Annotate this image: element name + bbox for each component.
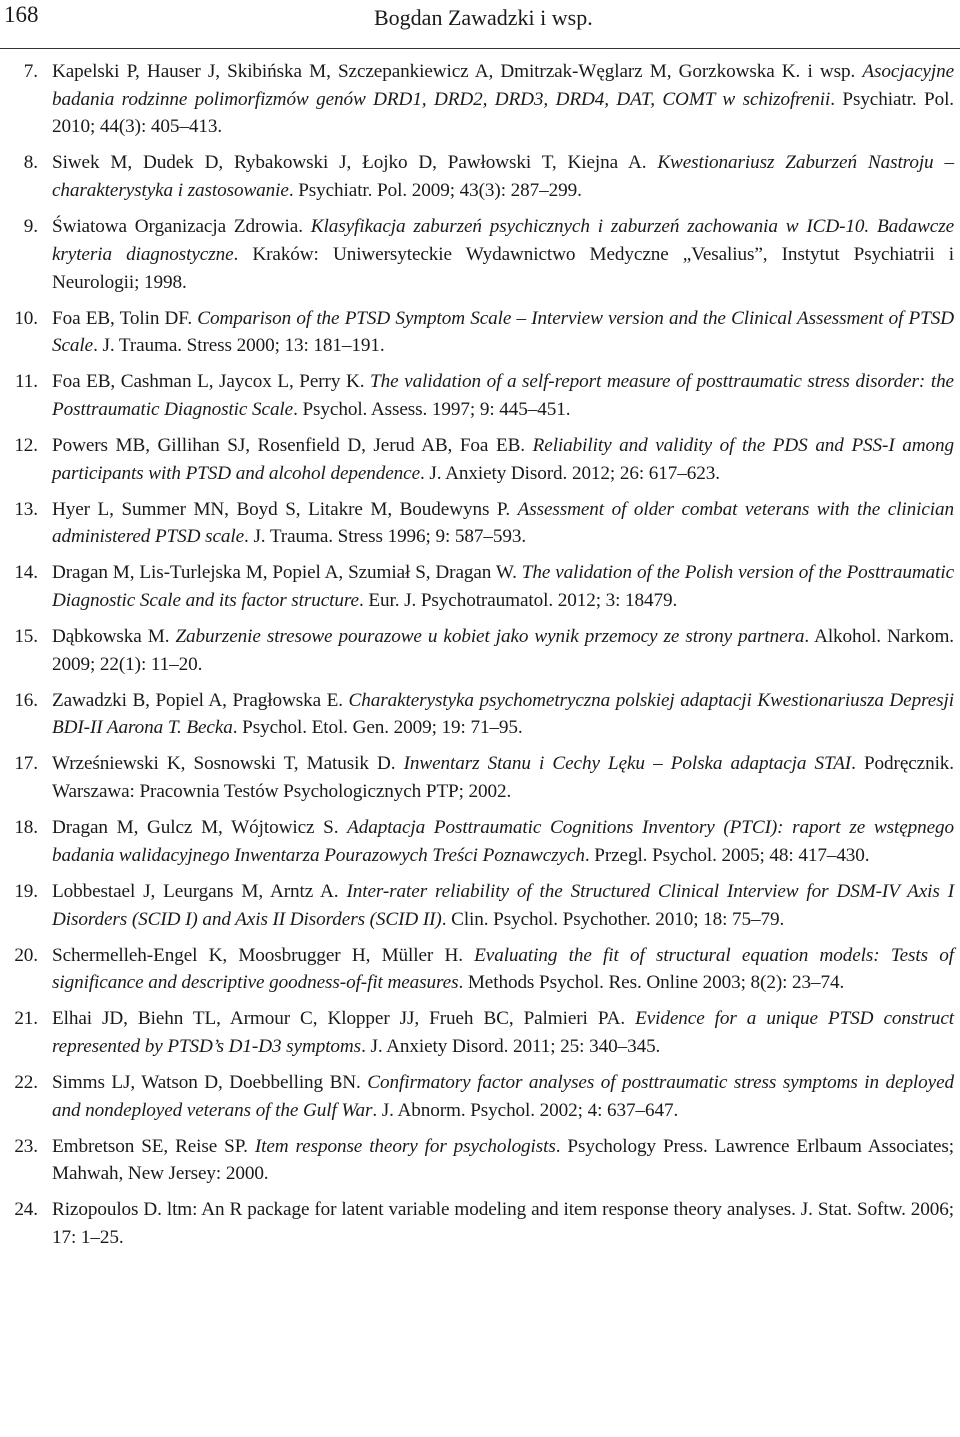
reference-title: The validation of a self-report measure of posttraumatic stress disorder: the Posttraumatic Diagnostic Scale	[52, 371, 954, 420]
reference-item	[0, 687, 960, 742]
reference-number: 13.	[14, 498, 38, 520]
reference-source: . Alkohol. Narkom. 2009; 22(1): 11–20.	[52, 626, 954, 675]
reference-title: Evidence for a unique PTSD construct represented by PTSD’s D1-D3 symptoms	[52, 1008, 954, 1057]
reference-authors: Simms LJ, Watson D, Doebbelling BN.	[52, 1071, 368, 1093]
reference-item	[0, 305, 960, 360]
reference-item	[0, 750, 960, 805]
reference-number: 9.	[23, 216, 38, 238]
reference-title: Evaluating the fit of structural equation models: Tests of significance and descriptive goodness-of-fit measures	[52, 944, 954, 994]
reference-source: . J. Anxiety Disord. 2012; 26: 617–623.	[420, 462, 720, 484]
reference-item	[0, 432, 960, 487]
reference-item	[0, 623, 960, 678]
header-rule	[0, 48, 960, 49]
reference-authors: Siwek M, Dudek D, Rybakowski J, Łojko D, Pawłowski T, Kiejna A.	[52, 152, 658, 174]
reference-number: 7.	[23, 61, 38, 82]
reference-item	[0, 1196, 960, 1251]
reference-authors: Powers MB, Gillihan SJ, Rosenfield D, Jerud AB, Foa EB.	[52, 434, 533, 456]
reference-title: The validation of the Polish version of the Posttraumatic Diagnostic Scale and its factor structure	[52, 562, 954, 612]
reference-authors: Foa EB, Cashman L, Jaycox L, Perry K.	[52, 371, 371, 393]
reference-source: . Psychology Press. Lawrence Erlbaum Associates; Mahwah, New Jersey: 2000.	[52, 1135, 954, 1185]
reference-authors: Dragan M, Gulcz M, Wójtowicz S.	[52, 817, 348, 839]
reference-authors: Foa EB, Tolin DF.	[52, 307, 198, 329]
reference-authors: Kapelski P, Hauser J, Skibińska M, Szczepankiewicz A, Dmitrzak-Węglarz M, Gorzkowska K. i wsp.	[52, 61, 863, 82]
reference-source: . J. Trauma. Stress 2000; 13: 181–191.	[93, 335, 385, 357]
reference-number: 21.	[14, 1008, 38, 1030]
reference-number: 16.	[14, 689, 38, 711]
reference-number: 11.	[15, 371, 38, 393]
reference-number: 19.	[14, 880, 38, 902]
reference-title: Reliability and validity of the PDS and PSS-I among participants with PTSD and alcohol dependence	[52, 434, 955, 484]
reference-title: Confirmatory factor analyses of posttraumatic stress symptoms in deployed and nondeployed veterans of the Gulf War	[52, 1071, 954, 1121]
reference-title: Asocjacyjne badania rodzinne polimorfizmów genów DRD1, DRD2, DRD3, DRD4, DAT, COMT w schizofrenii	[52, 61, 954, 110]
reference-item	[0, 878, 960, 933]
reference-authors: Hyer L, Summer MN, Boyd S, Litakre M, Boudewyns P.	[52, 498, 518, 520]
reference-title: Assessment of older combat veterans with the clinician administered PTSD scale	[52, 498, 954, 548]
reference-source: . Psychol. Assess. 1997; 9: 445–451.	[293, 398, 571, 420]
reference-title: Item response theory for psychologists	[254, 1135, 556, 1157]
reference-title: Kwestionariusz Zaburzeń Nastroju – charakterystyka i zastosowanie	[52, 152, 954, 202]
reference-source: . J. Anxiety Disord. 2011; 25: 340–345.	[361, 1035, 661, 1057]
reference-source: . Methods Psychol. Res. Online 2003; 8(2): 23–74.	[458, 972, 845, 994]
reference-number: 23.	[14, 1135, 38, 1157]
reference-source: . Clin. Psychol. Psychother. 2010; 18: 75–79.	[441, 908, 785, 930]
reference-title: Zaburzenie stresowe pourazowe u kobiet jako wynik przemocy ze strony partnera	[175, 626, 805, 648]
reference-number: 24.	[14, 1199, 38, 1221]
reference-number: 22.	[14, 1071, 38, 1093]
reference-number: 8.	[23, 152, 38, 174]
reference-title: Charakterystyka psychometryczna polskiej adaptacji Kwestionariusza Depresji BDI-II Aarona T. Becka	[52, 689, 954, 739]
reference-source: . J. Abnorm. Psychol. 2002; 4: 637–647.	[372, 1099, 679, 1121]
reference-authors: Dąbkowska M.	[52, 626, 176, 648]
reference-list	[0, 58, 960, 1260]
reference-item	[0, 1069, 960, 1124]
reference-title: Comparison of the PTSD Symptom Scale – Interview version and the Clinical Assessment of PTSD Scale	[52, 307, 954, 357]
reference-source: . Psychiatr. Pol. 2010; 44(3): 405–413.	[52, 88, 954, 138]
reference-number: 17.	[14, 753, 38, 775]
reference-title: Inwentarz Stanu i Cechy Lęku – Polska adaptacja STAI	[403, 753, 852, 775]
reference-title: Adaptacja Posttraumatic Cognitions Inventory (PTCI): raport ze wstępnego badania walidacyjnego Inwentarza Pourazowych Treści Poznawczych	[52, 817, 954, 866]
reference-item	[0, 559, 960, 614]
page-number: 168	[4, 2, 39, 27]
reference-number: 15.	[14, 626, 38, 648]
running-head: Bogdan Zawadzki i wsp.	[374, 5, 593, 30]
reference-item	[0, 213, 960, 296]
reference-number: 10.	[14, 307, 38, 329]
reference-source: . Psychol. Etol. Gen. 2009; 19: 71–95.	[232, 717, 523, 739]
reference-authors: Wrześniewski K, Sosnowski T, Matusik D.	[52, 753, 404, 775]
reference-item	[0, 149, 960, 204]
reference-authors: Zawadzki B, Popiel A, Pragłowska E.	[52, 689, 349, 711]
reference-item	[0, 814, 960, 869]
reference-source: . Psychiatr. Pol. 2009; 43(3): 287–299.	[288, 180, 582, 202]
reference-source: . Przegl. Psychol. 2005; 48: 417–430.	[584, 844, 870, 866]
reference-number: 18.	[14, 817, 38, 839]
reference-source: . Podręcznik. Warszawa: Pracownia Testów Psychologicznych PTP; 2002.	[52, 753, 954, 803]
reference-item	[0, 496, 960, 551]
reference-item	[0, 368, 960, 423]
reference-authors: Rizopoulos D. ltm: An R package for latent variable modeling and item response theory analyses. J. Stat. Softw. 2006; 17: 1–25.	[52, 1199, 954, 1249]
reference-source: . Kraków: Uniwersyteckie Wydawnictwo Medyczne „Vesalius”, Instytut Psychiatrii i Neurologii; 1998.	[52, 243, 954, 293]
reference-authors: Elhai JD, Biehn TL, Armour C, Klopper JJ, Frueh BC, Palmieri PA.	[52, 1008, 636, 1030]
reference-item	[0, 942, 960, 997]
reference-authors: Światowa Organizacja Zdrowia.	[52, 216, 311, 238]
reference-item	[0, 58, 960, 141]
reference-authors: Schermelleh-Engel K, Moosbrugger H, Müller H.	[52, 944, 475, 966]
reference-source: . Eur. J. Psychotraumatol. 2012; 3: 18479.	[358, 590, 678, 612]
reference-authors: Embretson SE, Reise SP.	[52, 1135, 255, 1157]
reference-title: Inter-rater reliability of the Structured Clinical Interview for DSM-IV Axis I Disorders (SCID I) and Axis II Disorders (SCID II)	[52, 880, 954, 930]
reference-item	[0, 1133, 960, 1188]
reference-number: 14.	[14, 562, 38, 584]
reference-title: Klasyfikacja zaburzeń psychicznych i zaburzeń zachowania w ICD-10. Badawcze kryteria diagnostyczne	[52, 216, 954, 265]
reference-authors: Lobbestael J, Leurgans M, Arntz A.	[52, 880, 347, 902]
reference-number: 20.	[14, 944, 38, 966]
reference-item	[0, 1005, 960, 1060]
reference-number: 12.	[14, 434, 38, 456]
reference-authors: Dragan M, Lis-Turlejska M, Popiel A, Szumiał S, Dragan W.	[52, 562, 522, 584]
reference-source: . J. Trauma. Stress 1996; 9: 587–593.	[244, 526, 527, 548]
